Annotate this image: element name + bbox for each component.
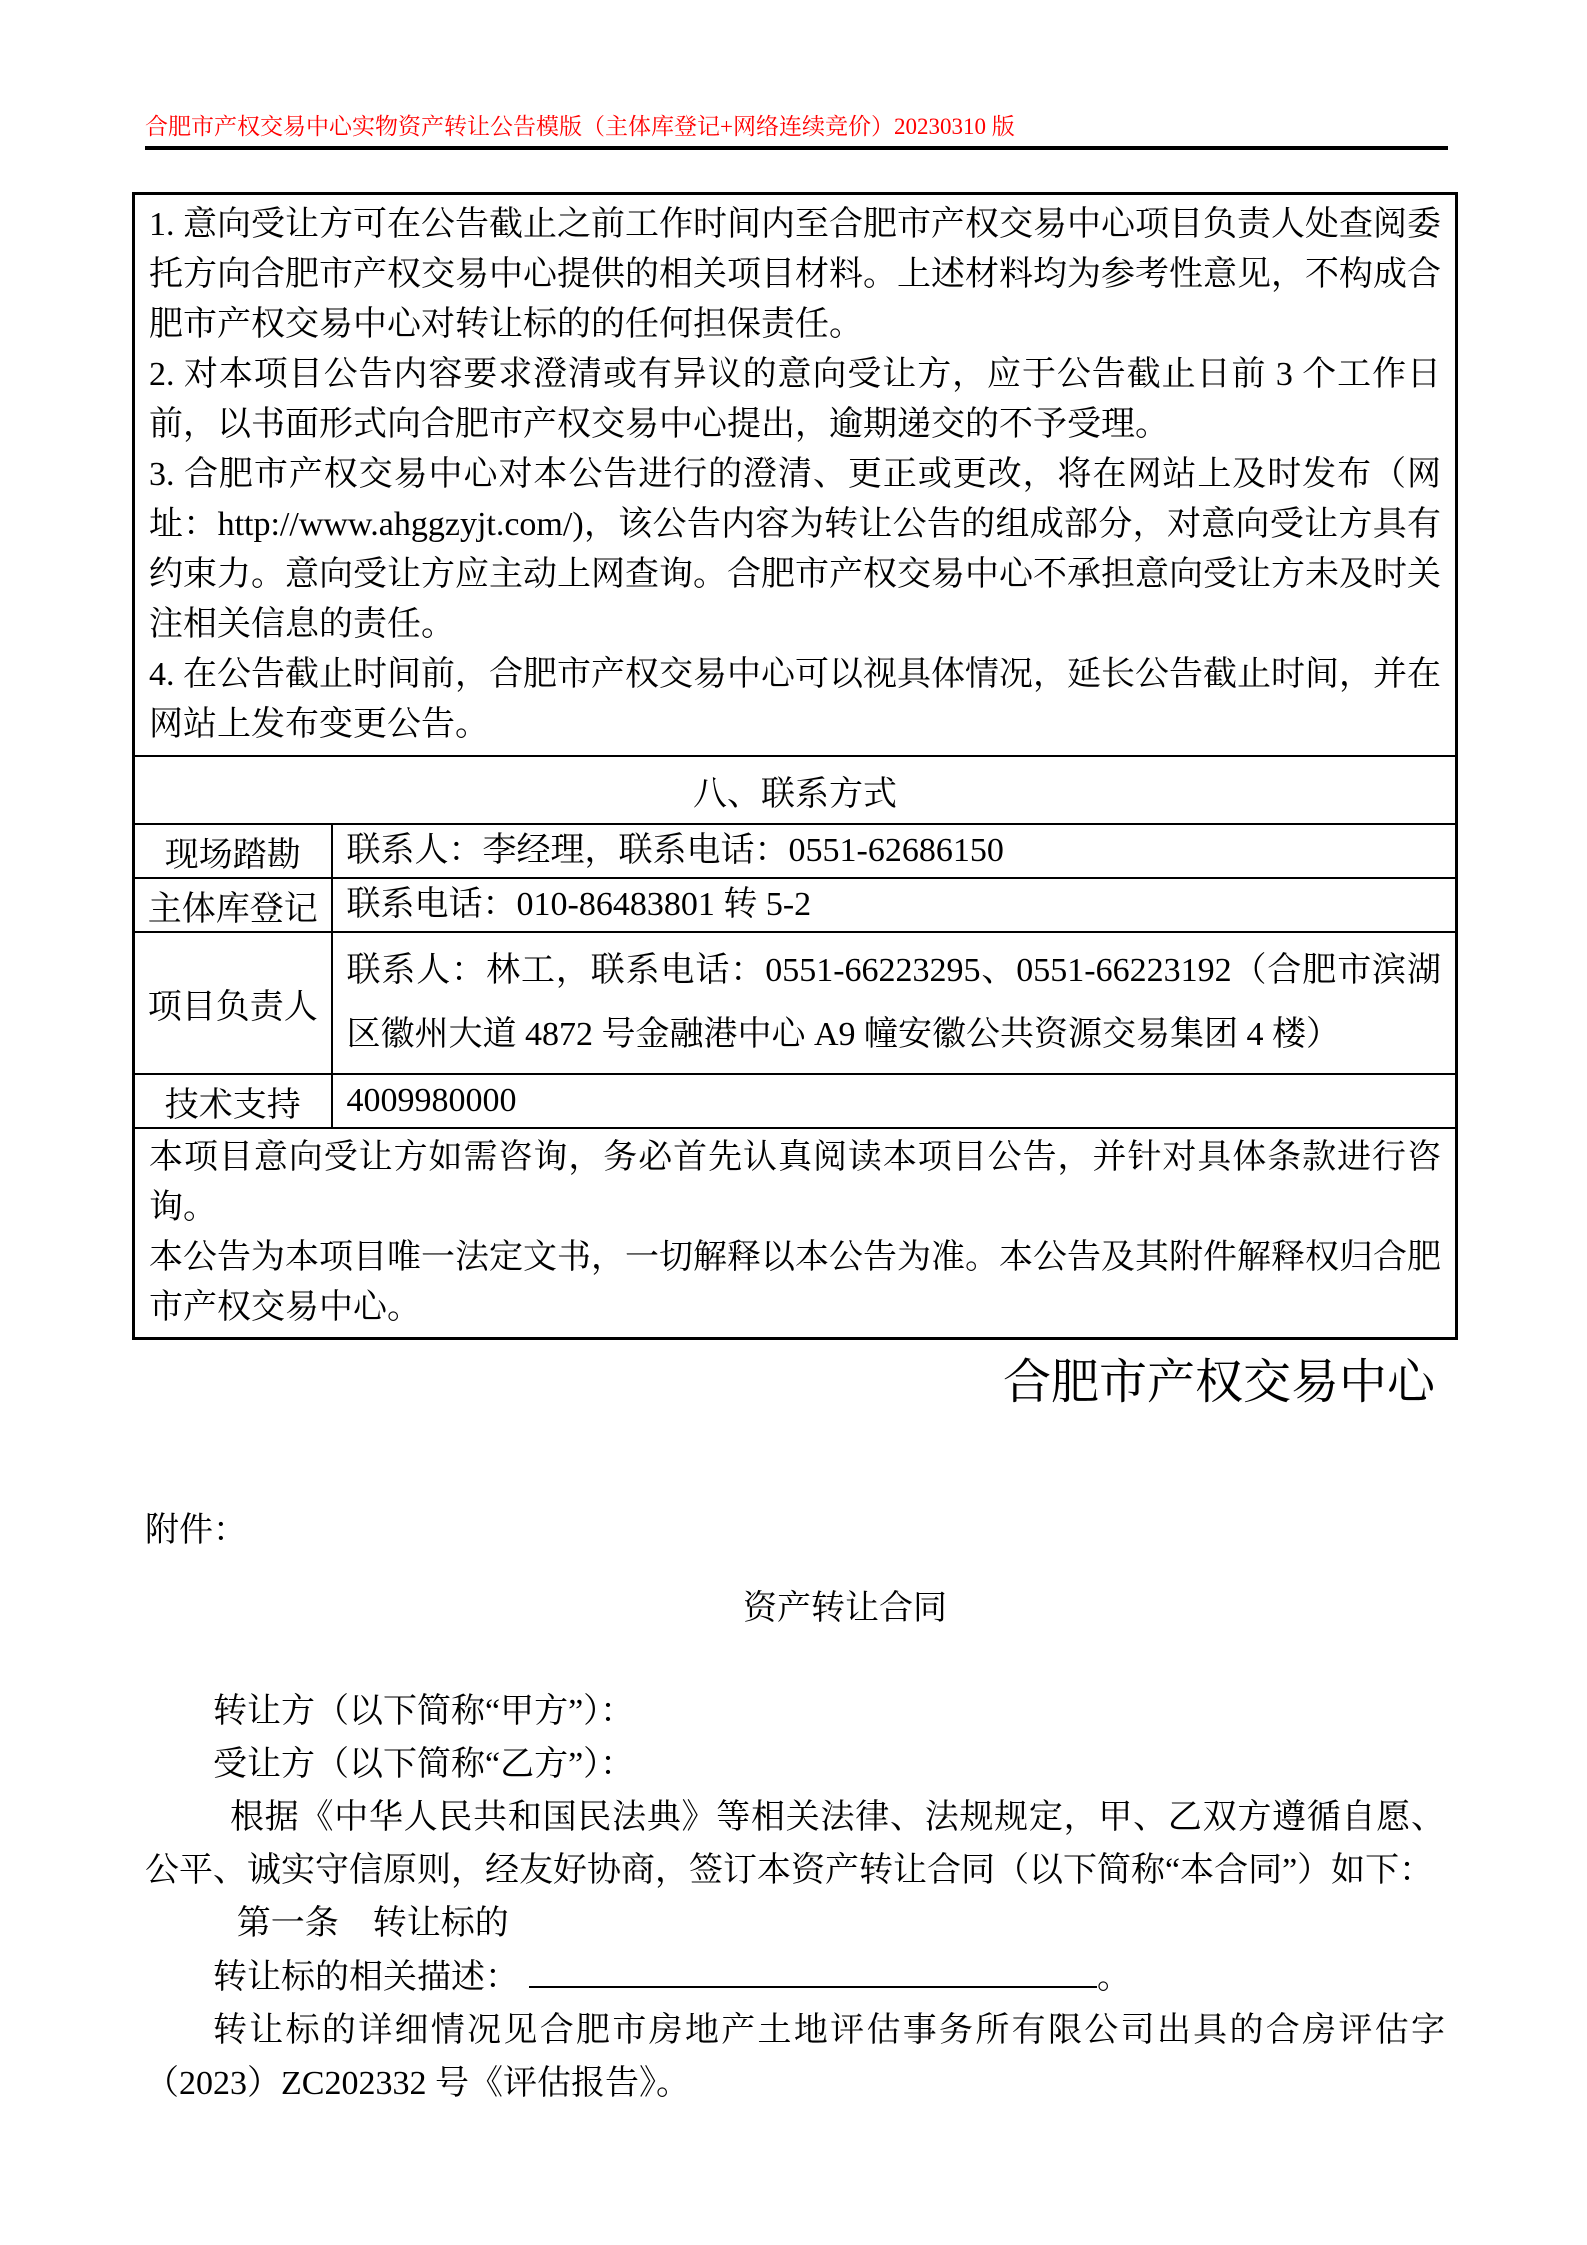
contact-section-title-row bbox=[134, 756, 1457, 824]
notice-paragraph-1: 1. 意向受让方可在公告截止之前工作时间内至合肥市产权交易中心项目负责人处查阅委托方向合肥市产权交易中心提供的相关项目材料。上述材料均为参考性意见，不构成合肥市产权交易中心对转让标的的任何担保责任。 bbox=[149, 206, 1441, 343]
transfer-description-line bbox=[145, 1950, 1445, 2004]
notice-paragraphs-cell bbox=[134, 194, 1457, 757]
contact-row-value: 联系人：林工，联系电话：0551-66223295、0551-66223192（合肥市滨湖区徽州大道 4872 号金融港中心 A9 幢安徽公共资源交易集团 4 楼） bbox=[332, 932, 1457, 1074]
attachment-label: 附件： bbox=[145, 1512, 247, 1549]
document-body bbox=[0, 112, 1587, 2110]
contact-row-site-visit bbox=[134, 824, 1457, 878]
notice-paragraph-2: 2. 对本项目公告内容要求澄清或有异议的意向受让方，应于公告截止日前 3 个工作日前，以书面形式向合肥市产权交易中心提出，逾期递交的不予受理。 bbox=[149, 356, 1441, 443]
contact-row-value: 4009980000 bbox=[332, 1074, 1457, 1128]
contact-row-tech-support bbox=[134, 1074, 1457, 1128]
consult-note: 本项目意向受让方如需咨询，务必首先认真阅读本项目公告，并针对具体条款进行咨询。 bbox=[149, 1139, 1441, 1226]
transfer-detail-paragraph: 转让标的详细情况见合肥市房地产土地评估事务所有限公司出具的合房评估字（2023）ZC202332 号《评估报告》。 bbox=[145, 2012, 1445, 2102]
party-a-line: 转让方（以下简称“甲方”）： bbox=[213, 1693, 635, 1730]
transfer-description-period: 。 bbox=[1097, 1959, 1131, 1996]
article-1-heading: 第一条 转让标的 bbox=[236, 1905, 509, 1942]
contract-body bbox=[132, 1685, 1458, 2110]
contact-row-value: 联系电话：010-86483801 转 5-2 bbox=[332, 878, 1457, 932]
contract-title: 资产转让合同 bbox=[743, 1590, 947, 1627]
contact-row-label: 主体库登记 bbox=[134, 878, 332, 932]
contact-row-registry bbox=[134, 878, 1457, 932]
description-blank-field bbox=[529, 1950, 1097, 1988]
contact-row-label: 技术支持 bbox=[134, 1074, 332, 1128]
party-b-line: 受让方（以下简称“乙方”）： bbox=[213, 1746, 635, 1783]
notice-paragraph-4: 4. 在公告截止时间前，合肥市产权交易中心可以视具体情况，延长公告截止时间，并在网站上发布变更公告。 bbox=[149, 656, 1441, 743]
contact-row-project-manager bbox=[134, 932, 1457, 1074]
template-header-title: 合肥市产权交易中心实物资产转让公告模版（主体库登记+网络连续竞价）20230310 版 bbox=[145, 112, 1448, 150]
notice-footer-row bbox=[134, 1128, 1457, 1339]
issuer-signature: 合肥市产权交易中心 bbox=[1002, 1356, 1435, 1409]
legal-note: 本公告为本项目唯一法定文书，一切解释以本公告为准。本公告及其附件解释权归合肥市产权交易中心。 bbox=[149, 1239, 1441, 1326]
notice-table bbox=[132, 192, 1458, 1340]
contact-row-label: 项目负责人 bbox=[134, 932, 332, 1074]
transfer-description-label: 转让标的相关描述： bbox=[213, 1959, 519, 1996]
contact-row-value: 联系人：李经理，联系电话：0551-62686150 bbox=[332, 824, 1457, 878]
notice-footer-cell bbox=[134, 1128, 1457, 1339]
notice-paragraph-3: 3. 合肥市产权交易中心对本公告进行的澄清、更正或更改，将在网站上及时发布（网址：http://www.ahggzyjt.com/)，该公告内容为转让公告的组成部分，对意向受让方具有约束力。意向受让方应主动上网查询。合肥市产权交易中心不承担意向受让方未及时关注相关信息的责任。 bbox=[149, 456, 1441, 643]
contact-row-label: 现场踏勘 bbox=[134, 824, 332, 878]
contact-section-title: 八、联系方式 bbox=[134, 756, 1457, 824]
notice-paragraphs-row bbox=[134, 194, 1457, 757]
contract-preamble: 根据《中华人民共和国民法典》等相关法律、法规规定，甲、乙双方遵循自愿、公平、诚实守信原则，经友好协商，签订本资产转让合同（以下简称“本合同”）如下： bbox=[145, 1799, 1445, 1889]
